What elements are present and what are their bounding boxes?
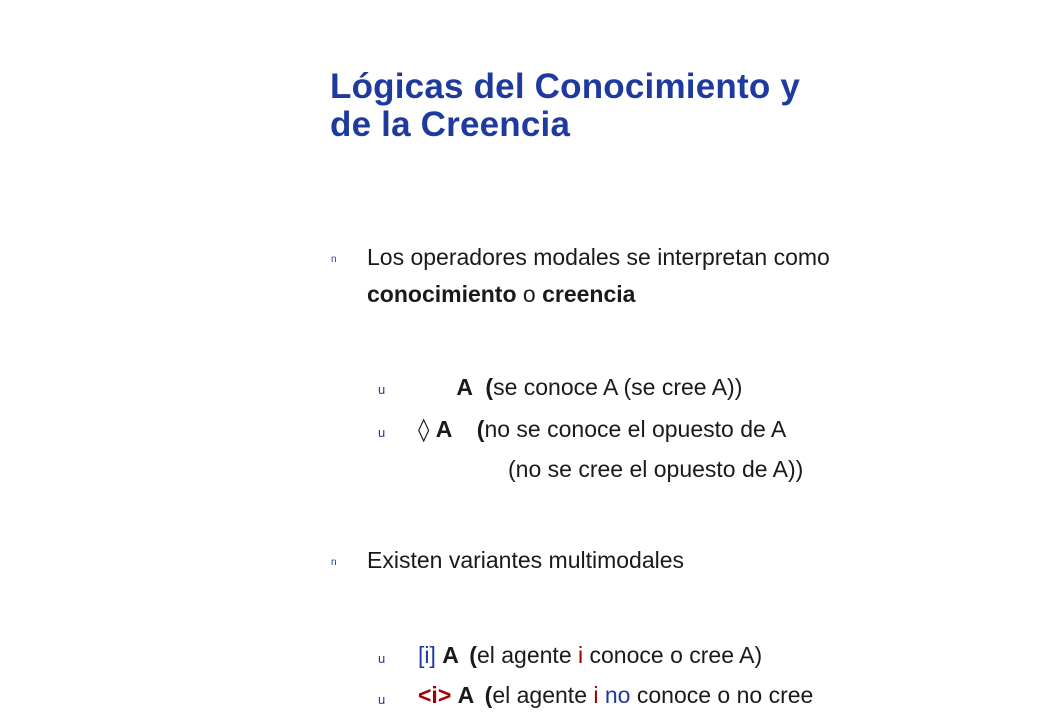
agent-i: i [593, 682, 599, 708]
bullet-2-text: Existen variantes multimodales [367, 547, 685, 573]
sub-bullet-marker: u [378, 692, 386, 707]
agent-box-label: [i] [418, 642, 436, 668]
sub-bullet-multimodal-box [418, 640, 762, 670]
sub-bullet-multimodal-diamond [418, 680, 813, 710]
agent-diamond-label: <i> [418, 682, 452, 708]
sub-bullet-box-operator [420, 372, 742, 402]
bullet-marker: n [331, 557, 337, 568]
slide-title-line-1: Lógicas del Conocimiento y [330, 67, 800, 106]
conjunction: o [522, 281, 536, 307]
box-operator-glyph [420, 378, 434, 398]
formula-var: A [435, 416, 453, 442]
diamond-meaning-line-1: no se conoce el opuesto de A [484, 416, 787, 442]
sub-bullet-marker: u [378, 651, 386, 666]
slide-title-line-2: de la Creencia [330, 105, 571, 144]
formula-var: A [456, 374, 474, 400]
meaning-pre: el agente [476, 642, 572, 668]
open-paren: ( [485, 374, 494, 400]
diamond-operator-icon: ◊ [418, 417, 430, 443]
bullet-marker: n [331, 254, 337, 265]
bullet-1-line-1: Los operadores modales se interpretan como [367, 244, 830, 270]
keyword-conocimiento: conocimiento [367, 281, 517, 307]
box-meaning: se conoce A (se cree A)) [493, 374, 743, 400]
open-paren: ( [469, 642, 477, 668]
formula-var: A [442, 642, 459, 668]
sub-bullet-marker: u [378, 425, 386, 440]
meaning-post: conoce o cree A) [589, 642, 763, 668]
sub-bullet-diamond-operator [418, 414, 786, 445]
open-paren: ( [476, 416, 485, 442]
sub-bullet-marker: u [378, 382, 386, 397]
diamond-meaning-line-2: (no se cree el opuesto de A)) [508, 456, 804, 482]
meaning-post: conoce o no cree [636, 682, 814, 708]
formula-var: A [457, 682, 475, 708]
bullet-1-line-2 [367, 279, 635, 309]
slide-title [330, 68, 800, 144]
keyword-creencia: creencia [542, 281, 636, 307]
agent-i: i [578, 642, 584, 668]
open-paren: ( [484, 682, 493, 708]
negation-no: no [604, 682, 631, 708]
meaning-pre: el agente [492, 682, 587, 708]
